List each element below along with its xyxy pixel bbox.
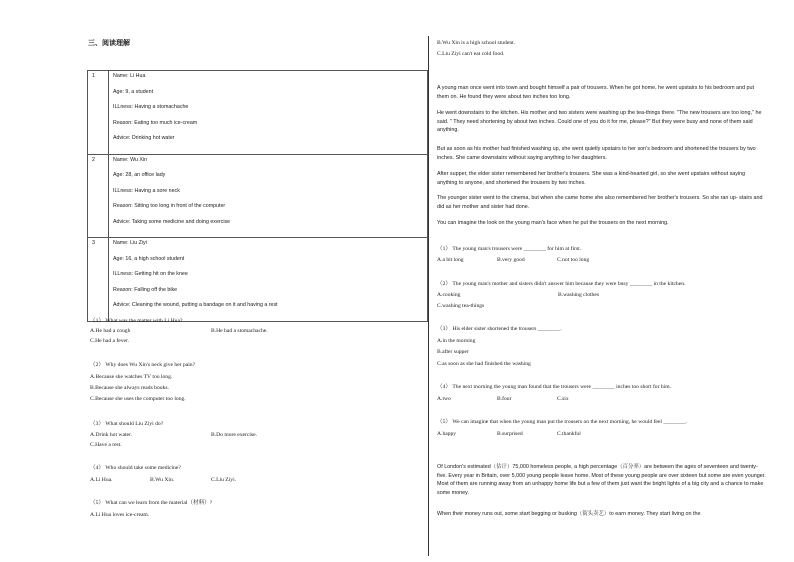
age-line: Age: 28, an office lady: [113, 172, 166, 178]
question-2-option-a: A.Because she watches TV too long.: [90, 374, 173, 380]
passage-paragraph: You can imagine the look on the young man's face when he put the trousers on the next morning.: [437, 220, 669, 226]
question-3-stem: （3） What should Liu Ziyi do?: [90, 421, 164, 427]
passage-paragraph: He went downstairs to the kitchen. His mother and two sisters were washing up the tea-things there. "The new trousers are too long," he said. " They need shortening by about two inches. Could one of you do it for me, please?" But they were busy and none of them said anything.: [437, 110, 762, 134]
question-2-option-c: C.Because she uses the computer too long.: [90, 396, 186, 402]
advice-line: Advice: Taking some medicine and doing exercise: [113, 218, 231, 225]
question-1-option-a: A.a bit long: [437, 257, 464, 263]
question-4-option-c: C.Liu Ziyi.: [211, 477, 237, 483]
column-divider: [428, 36, 429, 556]
row-number: 2: [88, 154, 109, 238]
passage-paragraph: When their money runs out, some start begging or busking（街头卖艺）to earn money. They start living on the: [437, 511, 701, 517]
name-line: Name: Li Hua: [113, 73, 146, 79]
question-5-option-b: B.surprised: [497, 431, 523, 437]
age-line: Age: 9, a student: [113, 88, 154, 95]
question-2-option-c: C.washing tea-things: [437, 303, 485, 309]
question-4-option-b: B.four: [497, 396, 512, 402]
table-row: [88, 71, 428, 155]
row-content: [109, 154, 428, 238]
table-row: [88, 154, 428, 238]
question-3-option-b: B.after supper: [437, 349, 469, 355]
question-5-stem: （5） We can imagine that when the young man put the trousers on the next morning, he would feel ________.: [437, 419, 688, 425]
question-5-option-a: A.happy: [437, 431, 457, 437]
reason-line: Reason: Falling off the bike: [113, 286, 178, 293]
question-1-stem: （1） What was the matter with Li Hua?: [90, 318, 183, 324]
info-table: [87, 70, 428, 322]
question-1-option-b: B.He had a stomachache.: [211, 328, 268, 334]
table-row: [88, 238, 428, 322]
question-5-option-a: A.Li Hua loves ice-cream.: [90, 512, 150, 518]
illness-line: ILLness: Getting hit on the knee: [113, 271, 188, 277]
question-1-option-c: C.not too long: [557, 257, 590, 263]
question-3-option-c: C.as soon as she had finished the washing: [437, 361, 531, 367]
question-2-option-b: B.Because she always reads books.: [90, 385, 169, 391]
question-2-stem: （2） The young man's mother and sisters didn't answer him because they were busy ________ in the kitchen.: [437, 281, 686, 287]
advice-line: Advice: Cleaning the wound, putting a bandage on it and having a rest: [113, 302, 278, 308]
question-3-option-c: C.Have a rest.: [90, 442, 122, 448]
question-3-option-a: A.in the morning: [437, 338, 476, 344]
question-2-option-b: B.washing clothes: [558, 292, 600, 298]
question-5-option-c: C.Liu Ziyi can't eat cold food.: [437, 51, 505, 57]
question-5-stem: （5） What can we learn from the material（材料）?: [90, 500, 213, 506]
question-4-option-c: C.six: [557, 396, 569, 402]
question-1-option-c: C.He had a fever.: [90, 338, 129, 344]
question-4-option-a: A.Li Hua.: [90, 477, 113, 483]
name-line: Name: Liu Ziyi: [113, 240, 147, 246]
question-3-stem: （3） His elder sister shortened the trousers ________.: [437, 326, 562, 332]
advice-line: Advice: Drinking hot water: [113, 135, 175, 141]
passage-paragraph: Of London's estimated（估计）75,000 homeless people, a high percentage（百分率）are between the ages of seventeen and twenty-five. Every year in Britain, over 5,000 young people leave home. Most of these young people are over sixteen but some are even younger. Most of them are running away from an unhappy home life but a few of them just want the bright lights of a big city and a chance to make some money.: [437, 464, 766, 496]
question-1-option-a: A.He had a cough: [90, 328, 131, 334]
question-4-option-b: B.Wu Xin.: [150, 477, 175, 483]
row-content: [109, 238, 428, 322]
question-5-option-c: C.thankful: [557, 431, 581, 437]
reason-line: Reason: Eating too much ice-cream: [113, 119, 198, 126]
question-3-option-a: A.Drink hot water.: [90, 432, 132, 438]
question-5-option-b: B.Wu Xin is a high school student.: [437, 40, 516, 46]
question-2-stem: （2） Why does Wu Xin's neck give her pain?: [90, 362, 196, 368]
row-number: 1: [88, 71, 109, 155]
illness-line: ILLness: Having a sore neck: [113, 187, 180, 194]
age-line: Age: 16, a high school student: [113, 255, 185, 262]
illness-line: ILLness: Having a stomachache: [113, 104, 189, 110]
question-2-option-a: A.cooking: [437, 292, 461, 298]
question-4-stem: （4） Who should take some medicine?: [90, 465, 181, 471]
section-title: 三、阅读理解: [88, 40, 130, 47]
question-1-option-b: B.very good: [497, 257, 525, 263]
question-1-stem: （1） The young man's trousers were ________ for him at first.: [437, 246, 582, 252]
question-4-option-a: A.two: [437, 396, 451, 402]
passage-paragraph: But as soon as his mother had finished washing up, she went quietly upstairs to her son's bedroom and shortened the trousers by two inches. She came downstairs without saying anything to her daughters.: [437, 146, 756, 161]
name-line: Name: Wu Xin: [113, 156, 148, 163]
passage-paragraph: The younger sister went to the cinema, but when she came home she also remembered her brother's trousers. So she ran up- stairs and did as her mother and sister had done.: [437, 195, 763, 210]
question-4-stem: （4） The next morning the young man found that the trousers were ________ inches too short for him.: [437, 384, 671, 390]
passage-paragraph: A young man once went into town and bought himself a pair of trousers. When he got home, he went upstairs to his bedroom and put them on. He found they were about two inches too long.: [437, 85, 755, 100]
row-content: [109, 71, 428, 155]
question-3-option-b: B.Do more exercise.: [211, 432, 257, 438]
reason-line: Reason: Sitting too long in front of the computer: [113, 203, 226, 209]
passage-paragraph: After supper, the elder sister remembered her brother's trousers. She was a kind-hearted girl, so she went upstairs without saying anything to anyone, and shortened the trousers by two inches.: [437, 171, 746, 186]
row-number: 3: [88, 238, 109, 322]
